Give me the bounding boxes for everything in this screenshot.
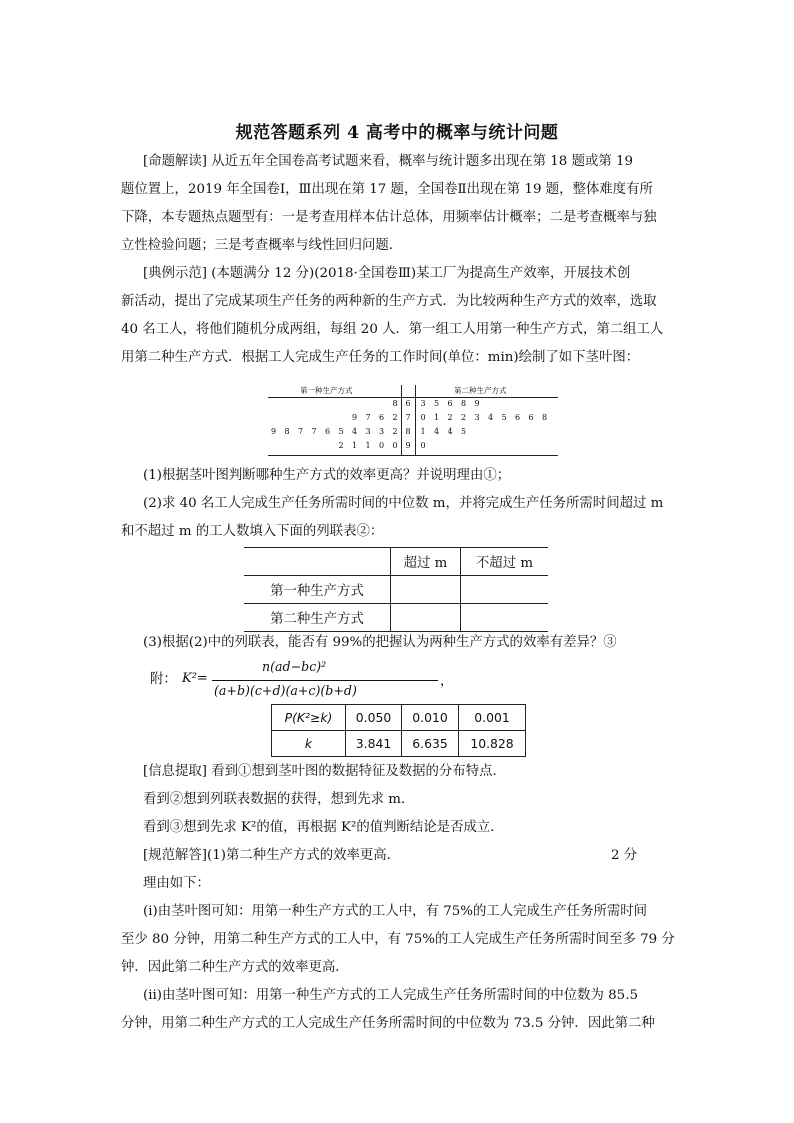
table-cell: 0.001 <box>459 705 526 731</box>
leaf-left: 4 <box>351 427 358 436</box>
leaf-right: 6 <box>528 413 534 422</box>
leaf-left: 8 <box>392 399 398 408</box>
leaf-right: 6 <box>447 399 453 408</box>
stem-leaf-row <box>268 427 558 441</box>
leaf-left: 2 <box>392 413 398 422</box>
score-label: 2 分 <box>611 848 638 863</box>
leaf-left: 9 <box>270 427 277 436</box>
table-cell <box>244 548 391 576</box>
critical-value-table <box>271 704 526 757</box>
stem-leaf-right-header: 第二种生产方式 <box>454 386 507 395</box>
leaf-left: 3 <box>378 427 385 436</box>
answer-line: (ⅱ)由茎叶图可知：用第一种生产方式的工人完成生产任务所需时间的中位数为 85.5 <box>143 988 638 1003</box>
leaf-left: 2 <box>338 441 344 450</box>
question-3: (3)根据(2)中的列联表，能否有 99%的把握认为两种生产方式的效率有差异？③ <box>143 635 617 650</box>
table-cell <box>391 604 461 632</box>
table-header: 超过 m <box>391 548 461 576</box>
leaf-left: 6 <box>324 427 331 436</box>
leaf-left: 7 <box>311 427 317 436</box>
leaf-right: 5 <box>501 413 507 422</box>
leaf-left: 1 <box>351 441 358 450</box>
leaf-right: 0 <box>420 413 426 422</box>
table-header: 不超过 m <box>475 556 534 571</box>
leaf-left: 1 <box>365 441 371 450</box>
contingency-table <box>244 547 548 632</box>
leaf-right: 1 <box>420 427 426 436</box>
table-row-label: 第一种生产方式 <box>244 576 391 604</box>
table-cell <box>461 576 549 604</box>
example-line: [典例示范] (本题满分 12 分)(2018·全国卷Ⅲ)某工厂为提高生产效率，开展技术创 <box>143 266 631 281</box>
leaf-right: 8 <box>541 413 548 422</box>
leaf-right: 2 <box>447 413 453 422</box>
stem-leaf-top-rule <box>268 397 558 398</box>
leaf-left: 3 <box>365 427 371 436</box>
leaf-left: 7 <box>365 413 371 422</box>
leaf-left: 7 <box>297 427 304 436</box>
example-line: 40 名工人，将他们随机分成两组，每组 20 人．第一组工人用第一种生产方式，第二组工人 <box>121 322 664 337</box>
leaf-right: 8 <box>460 399 467 408</box>
leaf-right: 9 <box>474 399 480 408</box>
page-title: 规范答题系列 4 高考中的概率与统计问题 <box>235 123 559 143</box>
stem-leaf-left-header: 第一种生产方式 <box>300 386 353 395</box>
table-cell: 0.050 <box>346 705 402 731</box>
table-cell: 6.635 <box>402 731 459 757</box>
answer-line: (ⅰ)由茎叶图可知：用第一种生产方式的工人中，有 75%的工人完成生产任务所需时间 <box>143 904 648 919</box>
table-row-label: 第二种生产方式 <box>244 604 391 632</box>
leaf-left: 5 <box>338 427 344 436</box>
table-cell: 0.010 <box>402 705 459 731</box>
example-line: 用第二种生产方式．根据工人完成生产任务的工作时间(单位：min)绘制了如下茎叶图： <box>121 350 640 365</box>
example-line: 新活动，提出了完成某项生产任务的两种新的生产方式．为比较两种生产方式的效率，选取 <box>121 294 657 309</box>
stem-leaf-row <box>268 441 558 455</box>
leaf-right: 4 <box>433 427 440 436</box>
intro-line: 立性检验问题；三是考查概率与线性回归问题． <box>121 238 403 253</box>
leaf-left: 8 <box>284 427 290 436</box>
leaf-right: 4 <box>487 413 494 422</box>
formula-lhs: K²= <box>182 671 208 686</box>
intro-line: 下降，本专题热点题型有：一是考查用样本估计总体，用频率估计概率；二是考查概率与独 <box>121 210 657 225</box>
info-line: 看到②想到列联表数据的获得，想到先求 m． <box>143 792 415 807</box>
stem-leaf-bottom-rule <box>268 455 558 456</box>
stem: 7 <box>405 413 411 422</box>
formula-suffix: ， <box>440 674 454 689</box>
leaf-right: 3 <box>474 413 480 422</box>
answer-line: 至少 80 分钟，用第二种生产方式的工人中，有 75%的工人完成生产任务所需时间至多 79 分 <box>121 932 675 947</box>
leaf-left: 0 <box>392 441 398 450</box>
leaf-left: 2 <box>392 427 398 436</box>
fraction-bar <box>212 680 438 681</box>
answer-line: [规范解答](1)第二种生产方式的效率更高． <box>143 848 401 863</box>
leaf-right: 0 <box>420 441 426 450</box>
intro-line: 题位置上，2019 年全国卷Ⅰ，Ⅲ出现在第 17 题，全国卷Ⅱ出现在第 19 题，整体难度有所 <box>121 182 653 197</box>
formula-denominator: (a+b)(c+d)(a+c)(b+d) <box>214 683 357 698</box>
stem-leaf-row <box>268 413 558 427</box>
leaf-right: 1 <box>433 413 440 422</box>
table-header: k <box>272 731 346 757</box>
question-2-cont: 和不超过 m 的工人数填入下面的列联表②： <box>121 524 384 539</box>
leaf-right: 3 <box>420 399 426 408</box>
info-line: [信息提取] 看到①想到茎叶图的数据特征及数据的分布特点． <box>143 764 506 779</box>
table-cell <box>461 604 549 632</box>
info-line: 看到③想到先求 K²的值，再根据 K²的值判断结论是否成立． <box>143 820 504 835</box>
leaf-right: 5 <box>460 427 467 436</box>
table-cell: 3.841 <box>346 731 402 757</box>
leaf-right: 4 <box>447 427 453 436</box>
leaf-left: 0 <box>378 441 385 450</box>
leaf-left: 9 <box>351 413 358 422</box>
answer-line: 分钟，用第二种生产方式的工人完成生产任务所需时间的中位数为 73.5 分钟．因此第二种 <box>121 1016 655 1031</box>
answer-line: 理由如下： <box>143 876 210 891</box>
table-header: P(K²≥k) <box>272 705 346 731</box>
table-cell <box>391 576 461 604</box>
answer-line: 钟．因此第二种生产方式的效率更高． <box>121 960 349 975</box>
question-2: (2)求 40 名工人完成生产任务所需时间的中位数 m，并将完成生产任务所需时间超过 m <box>143 496 664 511</box>
formula-numerator: n(ad−bc)² <box>262 659 327 674</box>
table-cell: 10.828 <box>459 731 526 757</box>
leaf-right: 6 <box>514 413 521 422</box>
stem: 8 <box>405 427 411 436</box>
leaf-left: 6 <box>378 413 385 422</box>
stem: 9 <box>405 441 411 450</box>
leaf-right: 5 <box>433 399 440 408</box>
leaf-right: 2 <box>460 413 467 422</box>
stem: 6 <box>405 399 411 408</box>
stem-leaf-row <box>268 399 558 413</box>
formula-prefix: 附： <box>150 672 177 687</box>
question-1: (1)根据茎叶图判断哪种生产方式的效率更高？并说明理由①； <box>143 468 511 483</box>
intro-line: [命题解读] 从近五年全国卷高考试题来看，概率与统计题多出现在第 18 题或第 19 <box>143 154 634 169</box>
